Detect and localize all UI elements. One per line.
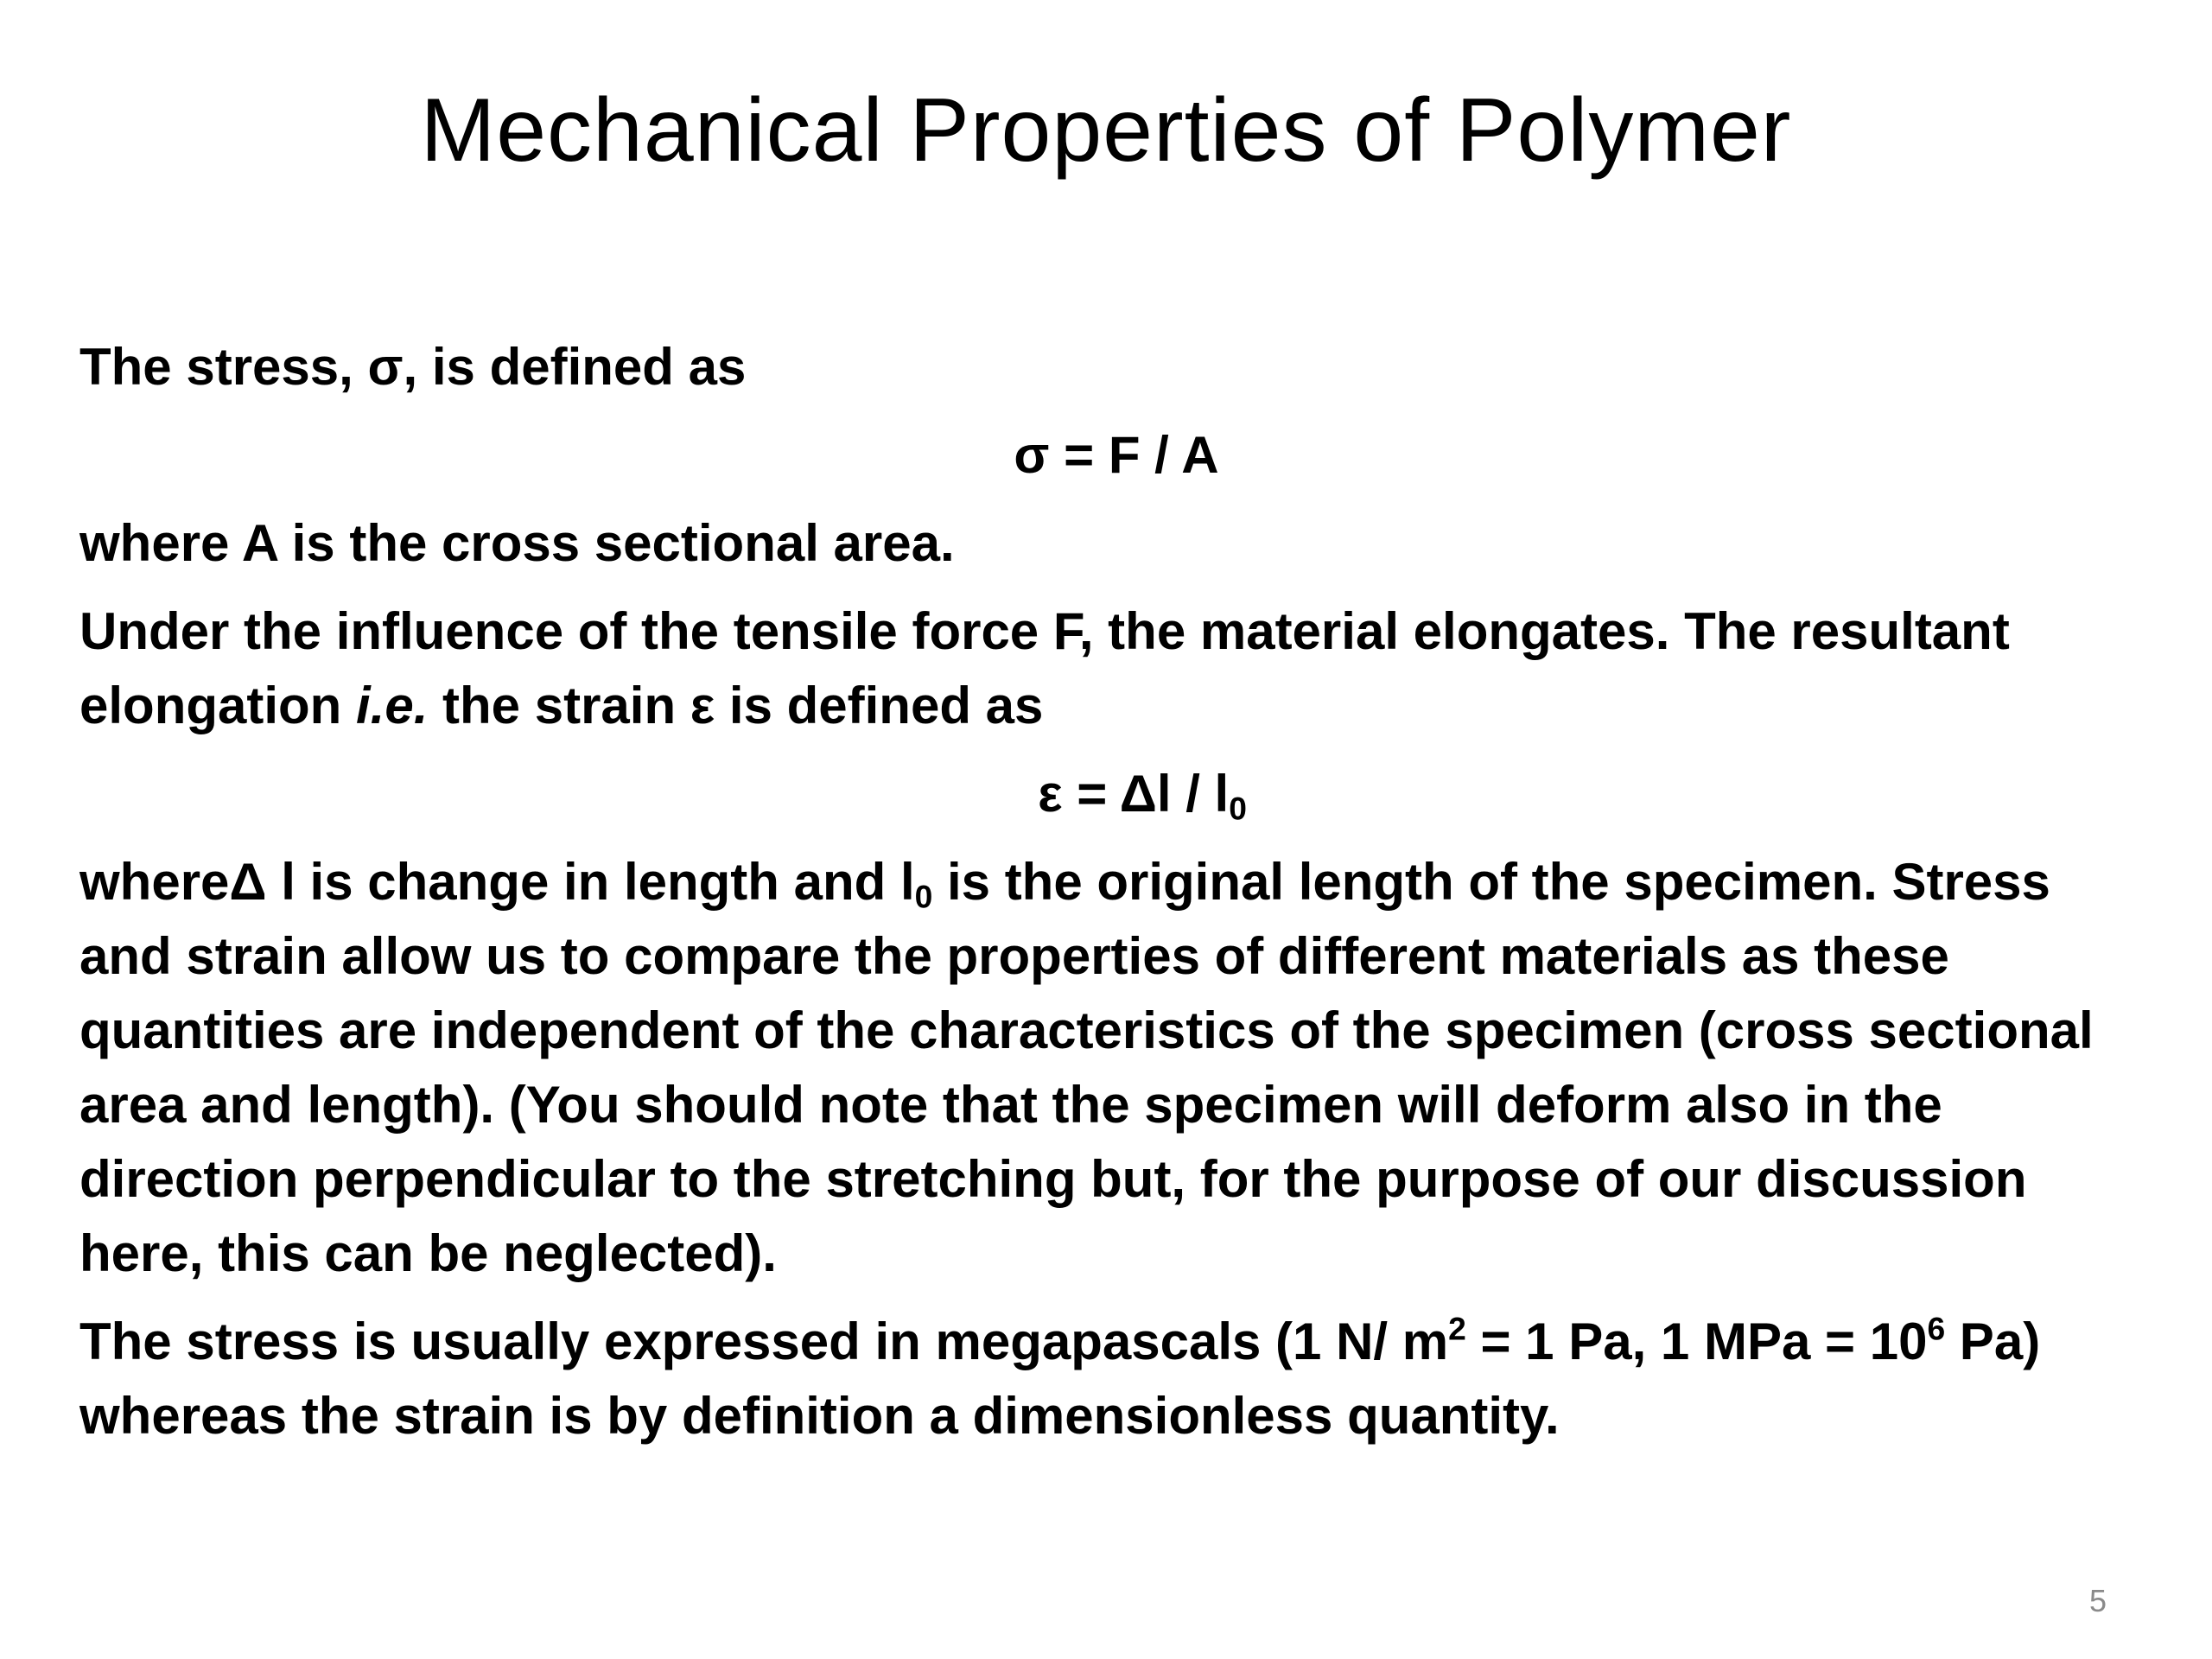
strain-formula-subscript: 0 <box>1229 790 1247 827</box>
area-definition-text: where A is the cross sectional area. <box>79 514 955 572</box>
slide-title: Mechanical Properties of Polymer <box>420 80 1792 181</box>
units-paragraph <box>79 1305 2153 1453</box>
strain-explanation-paragraph <box>79 845 2153 1291</box>
slide-body <box>79 330 2153 1453</box>
stress-definition-text: The stress, σ, is defined as <box>79 338 747 396</box>
strain-formula <box>79 757 2153 831</box>
units-text-middle: = 1 Pa, 1 MPa = 10 <box>1465 1313 1928 1370</box>
units-text: The stress is usually expressed in megapascals (1 N/ m <box>79 1313 1449 1370</box>
strain-explanation-text: whereΔ l is change in length and l <box>79 853 915 911</box>
exponent-superscript: 6 <box>1927 1310 1946 1347</box>
original-length-subscript: 0 <box>914 878 933 915</box>
strain-intro-paragraph <box>79 594 2153 743</box>
strain-intro-text: Under the influence of the tensile force F, the material elongates. The resultant elongation <box>79 602 2010 734</box>
square-superscript: 2 <box>1448 1310 1466 1347</box>
strain-formula-main: ε = Δl / l <box>1038 765 1230 823</box>
stress-formula: σ = F / A <box>1014 426 1219 484</box>
ie-italic-text: i.e. <box>355 677 429 734</box>
units-text-end: Pa) whereas the strain is by definition a dimensionless quantity. <box>79 1313 2041 1445</box>
slide-number: 5 <box>2088 1583 2107 1618</box>
strain-explanation-text-end: is the original length of the specimen. Stress and strain allow us to compare the properties of different materials as these quantities are independent of the characteristics of the specimen (cross sectional area and length). (You should note that the specimen will deform also in the direction perpendicular to the stretching but, for the purpose of our discussion here, this can be neglected). <box>79 853 2094 1282</box>
strain-intro-text-end: the strain ε is defined as <box>428 677 1044 734</box>
